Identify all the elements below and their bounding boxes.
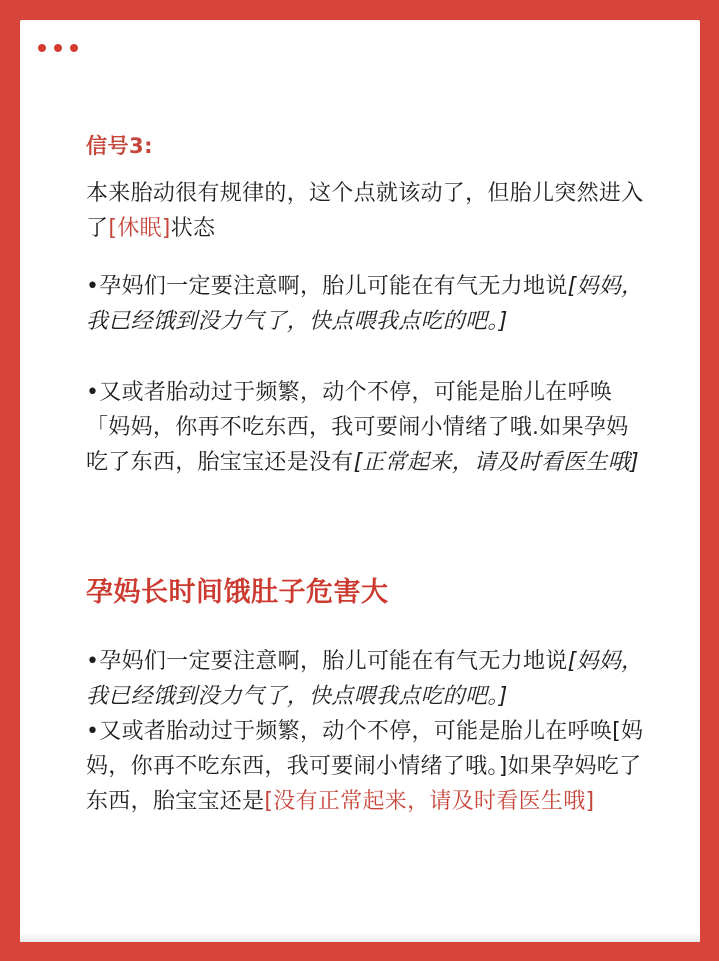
- bullet-text: •孕妈们一定要注意啊，胎儿可能在有气无力地说: [86, 274, 568, 299]
- card-bottom-shadow: [20, 932, 700, 942]
- bullet-paragraph-2: [86, 375, 646, 480]
- bullet-text: •又或者胎动过于频繁，动个不停，可能是胎儿在呼唤「妈妈，你再不吃东西，我可要闹小情绪了哦.如果孕妈吃了东西，胎宝宝还是没有: [86, 380, 629, 475]
- bullet-text: •孕妈们一定要注意啊，胎儿可能在有气无力地说: [86, 649, 568, 674]
- bullet-paragraph-3: [86, 644, 646, 714]
- bullet-paragraph-4: [86, 714, 646, 819]
- signal-text: 本来胎动很有规律的，这个点就该动了，但胎儿突然进入了: [86, 181, 644, 241]
- signal-text-end: 状态: [170, 216, 216, 241]
- quote-text: [正常起来，请及时看医生哦]: [353, 450, 639, 475]
- signal-heading: 信号3:: [86, 134, 154, 158]
- section-title: 孕妈长时间饿肚子危害大: [86, 577, 389, 608]
- quote-text: [妈妈，我已经饿到没力气了，快点喂我点吃的吧。]: [86, 649, 644, 709]
- highlight-doctor: [没有正常起来，请及时看医生哦]: [264, 789, 595, 814]
- dot-icon: [38, 44, 46, 52]
- signal-description: [86, 176, 646, 246]
- highlight-sleep: [休眠]: [108, 216, 171, 241]
- window-dots: [38, 44, 78, 52]
- dot-icon: [54, 44, 62, 52]
- bullet-paragraph-1: [86, 269, 646, 339]
- bullet-text: •又或者胎动过于频繁，动个不停，可能是胎儿在呼唤[妈妈，你再不吃东西，我可要闹小情绪了哦。]如果孕妈吃了东西，胎宝宝还是: [86, 719, 644, 814]
- quote-text: [妈妈，我已经饿到没力气了，快点喂我点吃的吧。]: [86, 274, 644, 334]
- content-card: [20, 20, 700, 942]
- dot-icon: [70, 44, 78, 52]
